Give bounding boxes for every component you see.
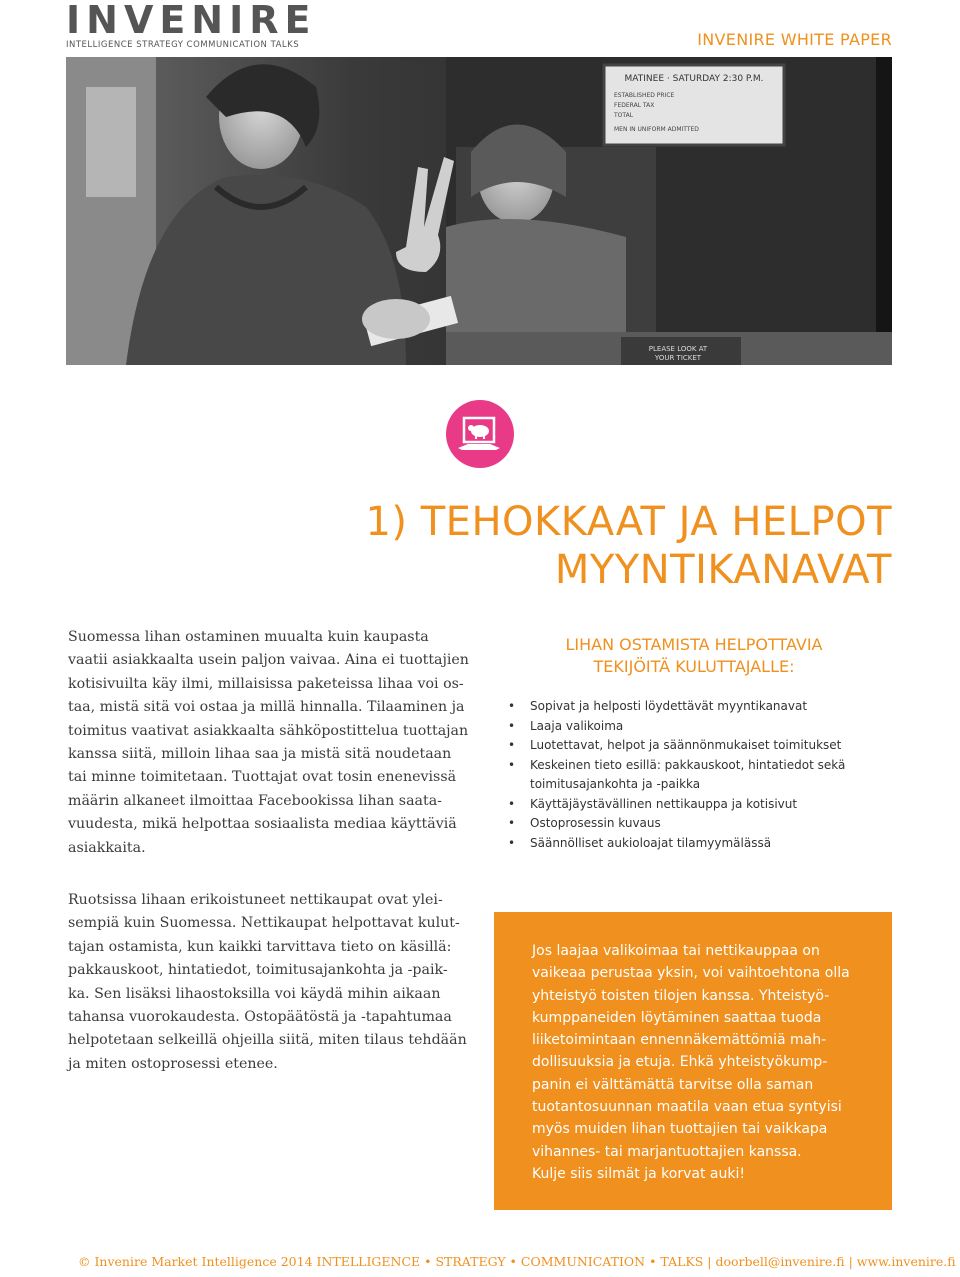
text-line: tahansa vuorokaudesta. Ostopäätöstä ja -tapahtumaa (68, 1009, 452, 1026)
list-item (506, 834, 845, 854)
title-line: 1) TEHOKKAAT JA HELPOT (365, 499, 892, 545)
sidebar-heading (498, 634, 890, 678)
callout-line: liiketoimintaan ennennäkemättömiä mah- (532, 1032, 827, 1049)
bullet-icon: • (508, 738, 516, 752)
callout-text (532, 940, 850, 1185)
logo-wordmark: INVENIRE (66, 0, 317, 42)
callout-line: kumppaneiden löytäminen saattaa tuoda (532, 1009, 822, 1026)
callout-line: dollisuuksia ja etuja. Ehkä yhteistyökump- (532, 1054, 828, 1071)
list-item (506, 697, 845, 717)
counter-sign-line-1: PLEASE LOOK AT (648, 345, 708, 353)
callout-line: panin ei välttämättä tarvitse olla saman (532, 1076, 814, 1093)
list-item (506, 717, 845, 737)
bullet-icon: • (508, 718, 516, 733)
list-item-text: Keskeinen tieto esillä: pakkauskoot, hintatiedot sekä (530, 757, 846, 772)
text-line: määrin alkaneet ilmoittaa Facebookissa lihan saata- (68, 792, 442, 809)
text-line: tai minne toimitetaan. Tuottajat ovat tosin enenevissä (68, 769, 457, 786)
paragraph-1 (68, 626, 469, 860)
list-item-text: Säännölliset aukioloajat tilamyymälässä (530, 835, 772, 850)
list-item (506, 756, 845, 795)
bullet-icon: • (508, 835, 516, 850)
text-line: taa, mistä sitä voi ostaa ja millä hinnalla. Tilaaminen ja (68, 699, 465, 716)
callout-box (494, 912, 892, 1210)
callout-line: yhteistyö toisten tilojen kanssa. Yhteistyö- (532, 987, 830, 1004)
list-item-text: Sopivat ja helposti löydettävät myyntikanavat (530, 699, 808, 713)
text-line: kotisivuilta käy ilmi, millaisissa paketeissa lihaa voi os- (68, 675, 464, 692)
title-line: MYYNTIKANAVAT (554, 547, 892, 593)
callout-line: tuotantosuunnan maatila vaan etua syntyisi (532, 1099, 842, 1116)
sign-line-2: ESTABLISHED PRICE (614, 92, 675, 99)
text-line: pakkauskoot, hintatiedot, toimitusajankohta ja -paik- (68, 962, 448, 979)
list-item (506, 795, 845, 815)
pig-on-screen-icon (446, 400, 514, 468)
text-line: ka. Sen lisäksi lihaostoksilla voi käydä mihin aikaan (68, 985, 441, 1002)
text-line: tajan ostamista, kun kaikki tarvittava tieto on käsillä: (68, 938, 452, 955)
text-line: toimitus vaativat asiakkaalta sähköpostittelua tuottajan (68, 722, 469, 739)
callout-line: vihannes- tai marjantuottajien kanssa. (532, 1143, 802, 1160)
callout-line: Kulje siis silmät ja korvat auki! (532, 1165, 745, 1182)
text-line: ja miten ostoprosessi etenee. (68, 1055, 278, 1072)
list-item (506, 736, 845, 756)
paragraph-2 (68, 889, 467, 1076)
page-title (365, 498, 892, 594)
sign-line-1: MATINEE · SATURDAY 2:30 P.M. (624, 74, 764, 84)
counter-sign-line-2: YOUR TICKET (654, 354, 702, 362)
text-line: asiakkaita. (68, 839, 146, 856)
sign-line-3: FEDERAL TAX (614, 102, 655, 109)
heading-line: TEKIJÖITÄ KULUTTAJALLE: (593, 657, 795, 676)
text-line: sempiä kuin Suomessa. Nettikaupat helpottavat kulut- (68, 915, 460, 932)
sidebar-bullet-list (506, 697, 845, 853)
bullet-icon: • (508, 699, 516, 713)
text-line: vaatii asiakkaalta usein paljon vaivaa. Aina ei tuottajien (68, 652, 469, 669)
list-item-text: Käyttäjäystävällinen nettikauppa ja kotisivut (530, 796, 798, 811)
list-item-text-cont: toimitusajankohta ja -paikka (530, 777, 701, 791)
white-paper-label: INVENIRE WHITE PAPER (697, 30, 892, 49)
bullet-icon: • (508, 796, 516, 811)
list-item-text: Laaja valikoima (530, 718, 624, 733)
logo-tagline: INTELLIGENCE STRATEGY COMMUNICATION TALKS (66, 40, 300, 50)
sign-line-5: MEN IN UNIFORM ADMITTED (614, 126, 699, 133)
invenire-logo (66, 0, 316, 50)
bullet-icon: • (508, 757, 516, 772)
bullet-icon: • (508, 816, 516, 830)
list-item-text: Luotettavat, helpot ja säännönmukaiset toimitukset (530, 738, 842, 752)
page-footer: © Invenire Market Intelligence 2014 INTELLIGENCE • STRATEGY • COMMUNICATION • TALKS | doorbell@invenire.fi | www.invenire.fi (78, 1254, 956, 1269)
list-item (506, 814, 845, 834)
text-line: Suomessa lihan ostaminen muualta kuin kaupasta (68, 629, 429, 645)
sign-line-4: TOTAL (614, 112, 634, 119)
ticket-booth-photo (66, 57, 892, 365)
callout-line: vaikeaa perustaa yksin, voi vaihtoehtona olla (532, 965, 850, 982)
callout-line: Jos laajaa valikoimaa tai nettikauppaa on (532, 943, 820, 959)
list-item-text: Ostoprosessin kuvaus (530, 816, 661, 830)
heading-line: LIHAN OSTAMISTA HELPOTTAVIA (565, 635, 823, 654)
text-line: Ruotsissa lihaan erikoistuneet nettikaupat ovat ylei- (68, 892, 443, 908)
text-line: vuudesta, mikä helpottaa sosiaalista mediaa käyttäviä (68, 816, 457, 833)
text-line: kanssa siitä, milloin lihaa saa ja mistä sitä noudetaan (68, 746, 452, 763)
text-line: helpotetaan selkeillä ohjeilla siitä, miten tilaus tehdään (68, 1032, 467, 1049)
callout-line: myös muiden lihan tuottajien tai vaikkapa (532, 1121, 828, 1138)
